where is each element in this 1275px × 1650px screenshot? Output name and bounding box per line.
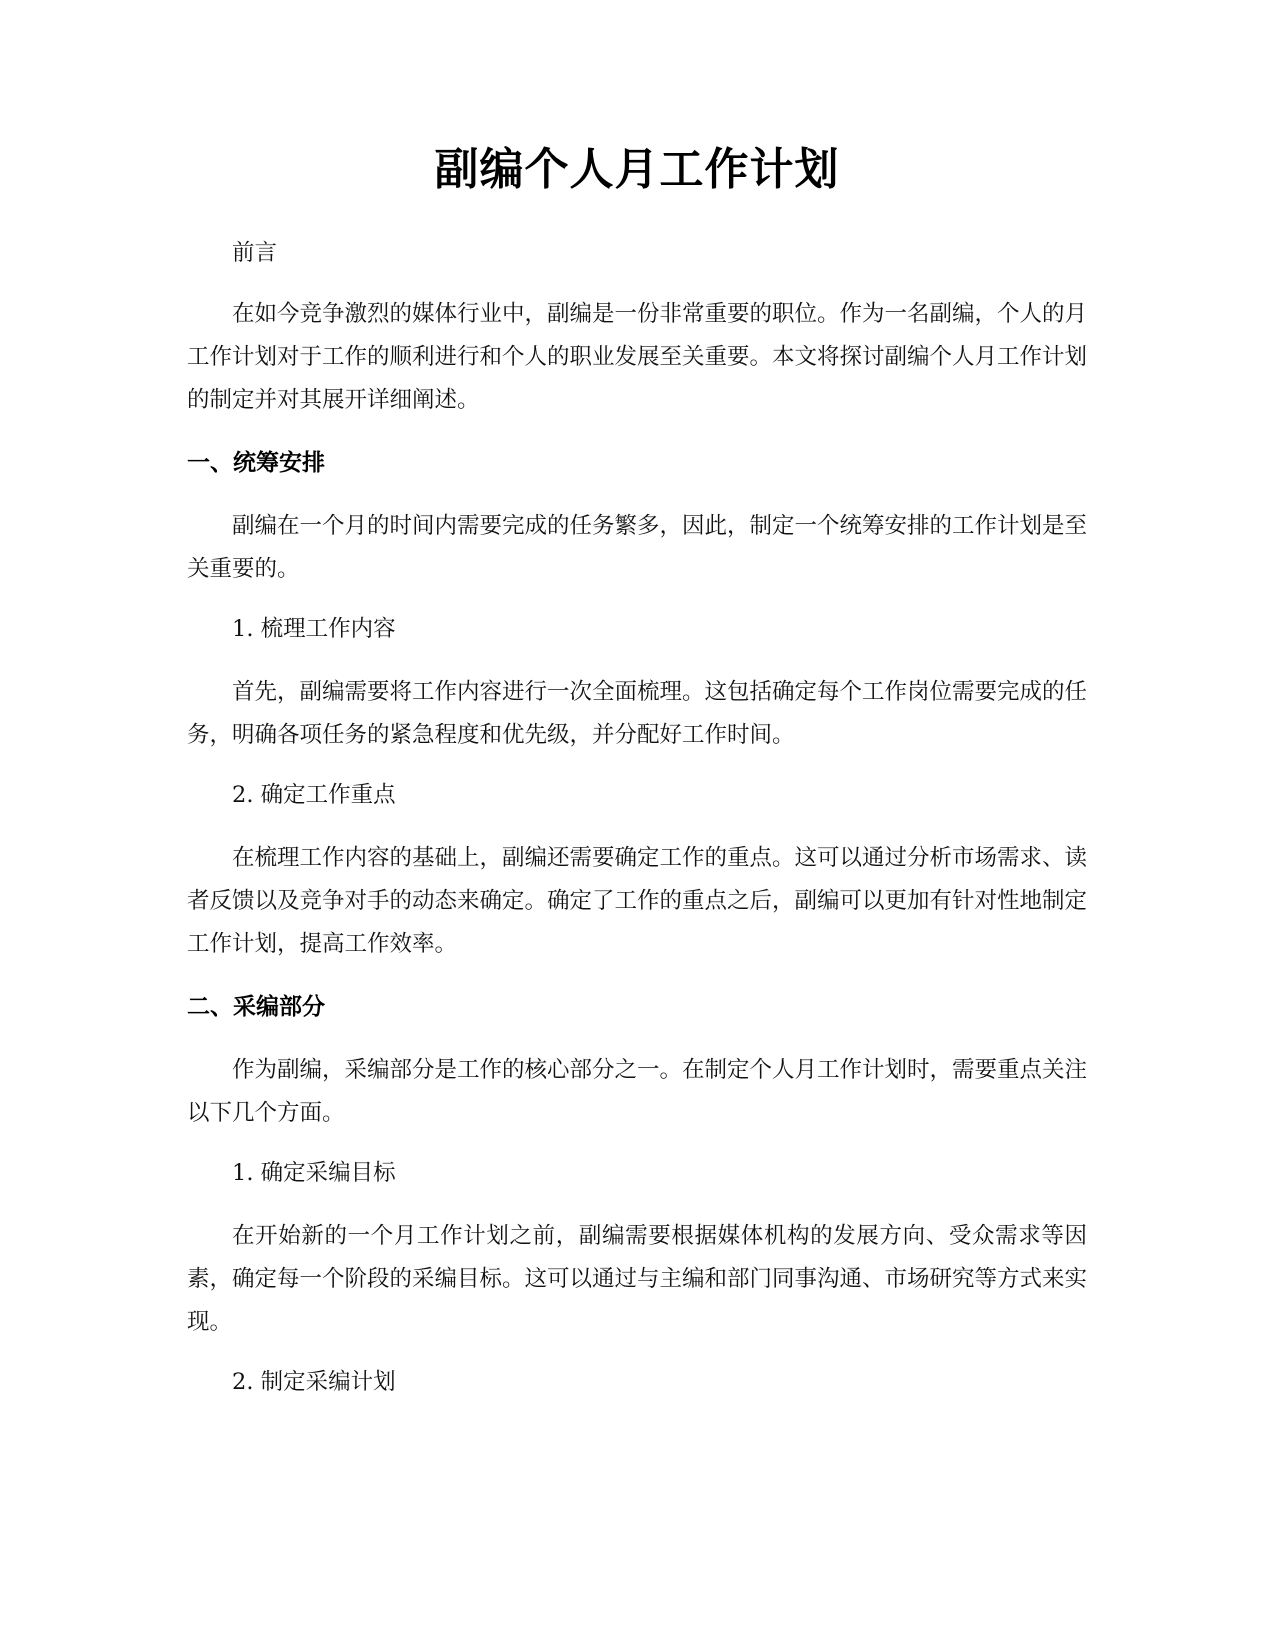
section-2-intro: 作为副编，采编部分是工作的核心部分之一。在制定个人月工作计划时，需要重点关注以下几个方面。: [187, 1057, 1088, 1126]
section-1-intro: 副编在一个月的时间内需要完成的任务繁多，因此，制定一个统筹安排的工作计划是至关重要的。: [187, 513, 1088, 582]
document-body: [187, 140, 1087, 1404]
preface-paragraph: 在如今竞争激烈的媒体行业中，副编是一份非常重要的职位。作为一名副编，个人的月工作计划对于工作的顺利进行和个人的职业发展至关重要。本文将探讨副编个人月工作计划的制定并对其展开详细阐述。: [187, 301, 1088, 413]
section-1-item-1-label: 1. 梳理工作内容: [232, 616, 396, 642]
section-1-item-2-paragraph: 在梳理工作内容的基础上，副编还需要确定工作的重点。这可以通过分析市场需求、读者反馈以及竞争对手的动态来确定。确定了工作的重点之后，副编可以更加有针对性地制定工作计划，提高工作效率。: [187, 845, 1088, 957]
section-1-item-2-label: 2. 确定工作重点: [232, 782, 396, 808]
section-2-item-1-label: 1. 确定采编目标: [232, 1160, 396, 1186]
section-heading-2: 二、采编部分: [187, 994, 325, 1020]
section-heading-1: 一、统筹安排: [187, 450, 325, 476]
section-1-item-1-paragraph: 首先，副编需要将工作内容进行一次全面梳理。这包括确定每个工作岗位需要完成的任务，明确各项任务的紧急程度和优先级，并分配好工作时间。: [187, 679, 1088, 748]
section-2-item-1-paragraph: 在开始新的一个月工作计划之前，副编需要根据媒体机构的发展方向、受众需求等因素，确定每一个阶段的采编目标。这可以通过与主编和部门同事沟通、市场研究等方式来实现。: [187, 1223, 1088, 1335]
document-title: 副编个人月工作计划: [434, 144, 840, 195]
section-2-item-2-label: 2. 制定采编计划: [232, 1369, 396, 1395]
preface-label: 前言: [232, 240, 278, 266]
